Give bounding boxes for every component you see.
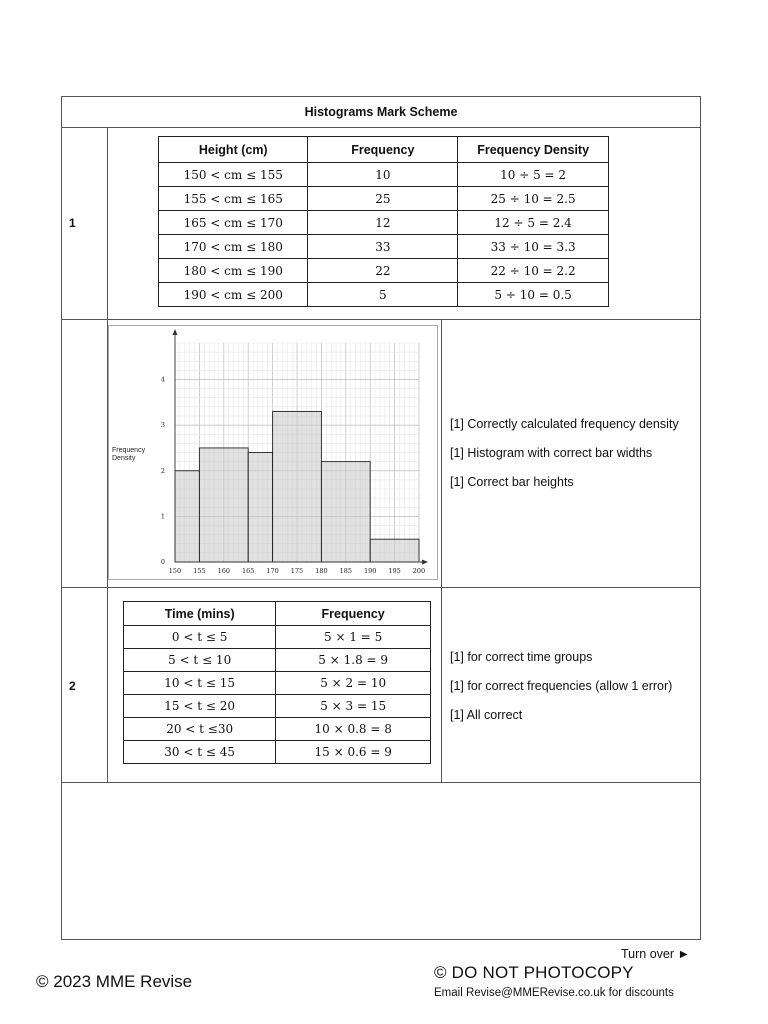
column-header: Height (cm) [159, 137, 308, 163]
mark-item: [1] Histogram with correct bar widths [450, 446, 653, 460]
x-tick-label: 150 [168, 567, 182, 575]
table-cell: 5 × 2 = 10 [276, 672, 431, 695]
do-not-photocopy-text: © DO NOT PHOTOCOPY [434, 963, 634, 982]
y-tick-label: 2 [160, 466, 166, 475]
table-cell: 10 [308, 163, 458, 187]
table-row [124, 626, 431, 649]
column-header: Frequency [276, 602, 431, 626]
turn-over-text: Turn over ► [621, 947, 690, 961]
table-cell: 180 < cm ≤ 190 [159, 259, 308, 283]
x-tick-label: 180 [315, 567, 328, 575]
x-axis-arrow [422, 560, 428, 565]
table-row [124, 718, 431, 741]
table-cell: 33 ÷ 10 = 3.3 [458, 235, 609, 259]
table-row [159, 211, 609, 235]
question-2-marks [450, 650, 672, 737]
table-row [159, 283, 609, 307]
table-row [159, 163, 609, 187]
histogram-bar [273, 411, 322, 562]
table-cell: 22 ÷ 10 = 2.2 [458, 259, 609, 283]
table-cell: 10 × 0.8 = 8 [276, 718, 431, 741]
time-frequency-table [123, 601, 431, 764]
histogram-svg [108, 325, 438, 580]
y-axis-arrow [173, 329, 178, 335]
table-cell: 30 < t ≤ 45 [124, 741, 276, 764]
table-cell: 22 [308, 259, 458, 283]
column-header: Frequency Density [458, 137, 609, 163]
histogram-bar [248, 453, 272, 563]
table-cell: 25 [308, 187, 458, 211]
mark-item: [1] All correct [450, 708, 523, 722]
table-cell: 155 < cm ≤ 165 [159, 187, 308, 211]
y-tick-label: 4 [160, 375, 166, 384]
table-cell: 150 < cm ≤ 155 [159, 163, 308, 187]
y-tick-label: 3 [160, 421, 166, 430]
table-row [124, 649, 431, 672]
histogram-bar [370, 539, 419, 562]
table-row [124, 672, 431, 695]
mark-item: [1] for correct time groups [450, 650, 593, 664]
table-row [159, 235, 609, 259]
histogram-chart [108, 325, 438, 585]
table-cell: 15 × 0.6 = 9 [276, 741, 431, 764]
y-axis-label: Frequency [112, 447, 146, 454]
table-cell: 12 ÷ 5 = 2.4 [458, 211, 609, 235]
table-cell: 5 < t ≤ 10 [124, 649, 276, 672]
table-row [124, 695, 431, 718]
table-cell: 0 < t ≤ 5 [124, 626, 276, 649]
table-cell: 5 ÷ 10 = 0.5 [458, 283, 609, 307]
table-cell: 165 < cm ≤ 170 [159, 211, 308, 235]
y-axis-label: Density [112, 455, 136, 462]
y-tick-label: 1 [160, 512, 166, 521]
table-cell: 12 [308, 211, 458, 235]
discount-email-text: Email Revise@MMERevise.co.uk for discounts [434, 987, 674, 999]
copyright-text: © 2023 MME Revise [36, 972, 193, 991]
table-cell: 20 < t ≤30 [124, 718, 276, 741]
table-row [124, 741, 431, 764]
table-row [159, 259, 609, 283]
table-cell: 15 < t ≤ 20 [124, 695, 276, 718]
page-title: Histograms Mark Scheme [304, 105, 458, 119]
column-header: Time (mins) [124, 602, 276, 626]
x-tick-label: 190 [363, 567, 377, 575]
x-tick-label: 170 [266, 567, 279, 575]
x-tick-label: 200 [412, 567, 426, 575]
table-cell: 25 ÷ 10 = 2.5 [458, 187, 609, 211]
x-tick-label: 195 [388, 567, 401, 575]
histogram-bar [199, 448, 248, 562]
table-cell: 5 × 1.8 = 9 [276, 649, 431, 672]
mark-item: [1] Correctly calculated frequency density [450, 417, 679, 431]
mark-item: [1] Correct bar heights [450, 475, 574, 489]
x-tick-label: 160 [217, 567, 231, 575]
x-tick-label: 165 [241, 567, 255, 575]
question-1-marks [450, 417, 679, 504]
table-row [159, 187, 609, 211]
question-2-number: 2 [69, 679, 76, 693]
table-cell: 190 < cm ≤ 200 [159, 283, 308, 307]
table-cell: 10 ÷ 5 = 2 [458, 163, 609, 187]
histogram-bar [175, 471, 199, 562]
table-cell: 5 × 3 = 15 [276, 695, 431, 718]
x-tick-label: 175 [290, 567, 304, 575]
x-tick-label: 185 [339, 567, 353, 575]
mark-item: [1] for correct frequencies (allow 1 error) [450, 679, 673, 693]
table-cell: 170 < cm ≤ 180 [159, 235, 308, 259]
x-tick-label: 155 [193, 567, 206, 575]
frequency-density-table [158, 136, 609, 307]
table-cell: 5 [308, 283, 458, 307]
question-1-number: 1 [69, 216, 76, 230]
table-cell: 33 [308, 235, 458, 259]
y-tick-label: 0 [160, 558, 166, 566]
table-cell: 10 < t ≤ 15 [124, 672, 276, 695]
histogram-bar [321, 462, 370, 562]
table-cell: 5 × 1 = 5 [276, 626, 431, 649]
column-header: Frequency [308, 137, 458, 163]
